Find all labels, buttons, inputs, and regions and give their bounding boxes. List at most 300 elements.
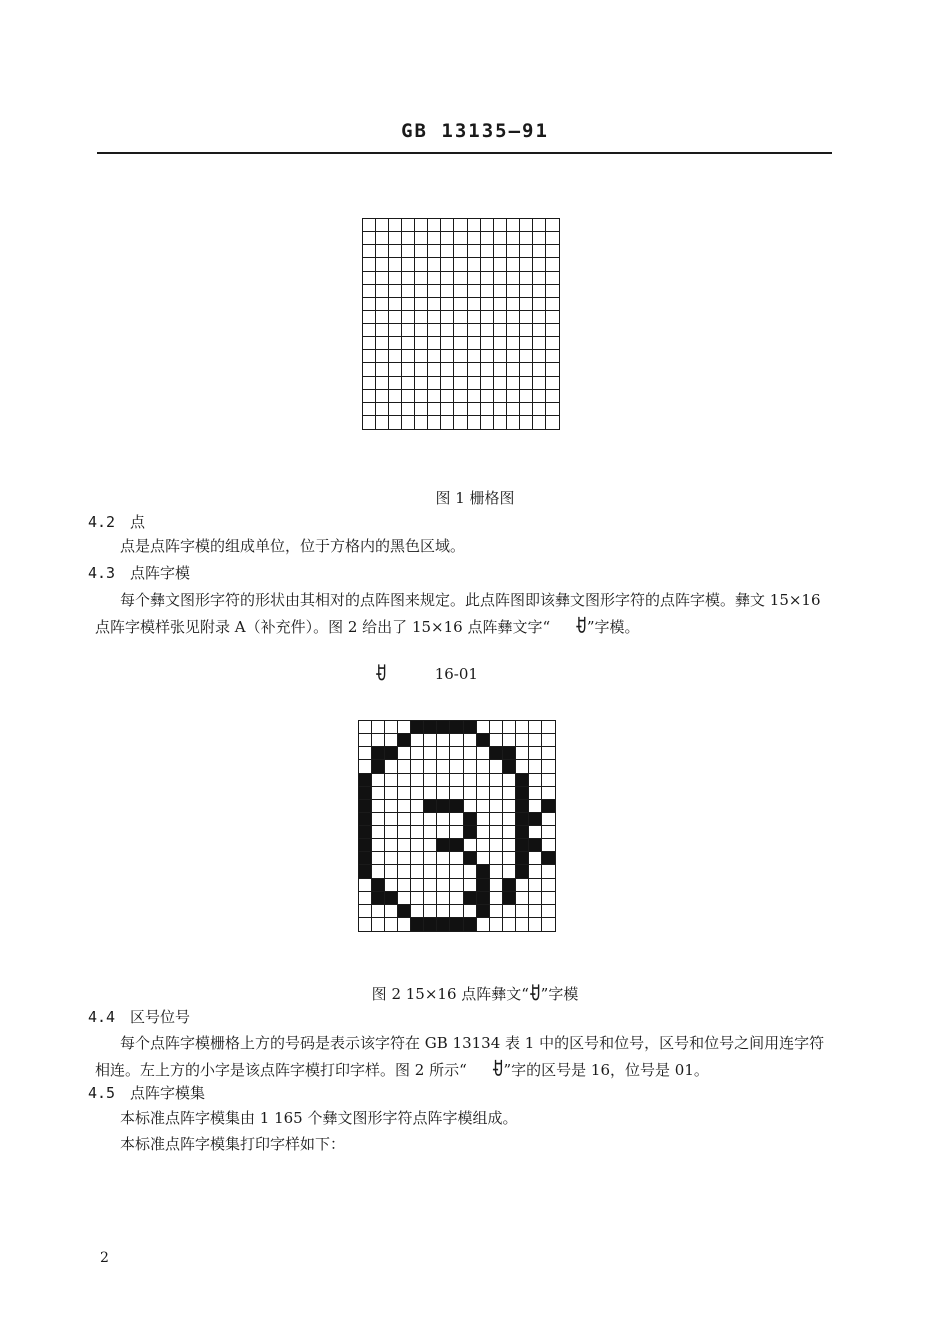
grid-cell <box>507 258 520 271</box>
section-title: 点阵字模集 <box>130 1084 206 1102</box>
grid-cell <box>468 311 481 324</box>
section-4-4-heading <box>88 1006 190 1027</box>
grid-cell <box>398 826 411 839</box>
grid-cell <box>385 905 398 918</box>
grid-cell <box>503 734 516 747</box>
grid-cell <box>503 865 516 878</box>
grid-cell <box>494 363 507 376</box>
grid-cell <box>494 350 507 363</box>
grid-cell <box>372 918 385 931</box>
grid-cell <box>454 390 467 403</box>
grid-cell <box>464 839 477 852</box>
grid-cell <box>385 760 398 773</box>
grid-cell <box>464 760 477 773</box>
grid-cell <box>533 272 546 285</box>
grid-cell <box>477 800 490 813</box>
grid-cell <box>468 324 481 337</box>
section-4-4-text <box>95 1030 835 1084</box>
grid-cell <box>464 905 477 918</box>
grid-cell <box>415 258 428 271</box>
grid-cell <box>402 311 415 324</box>
section-4-2-heading <box>88 511 145 532</box>
grid-cell <box>533 377 546 390</box>
grid-cell <box>507 350 520 363</box>
section-number: 4.5 <box>88 1084 116 1102</box>
grid-cell <box>372 800 385 813</box>
grid-cell <box>389 390 402 403</box>
grid-cell <box>428 245 441 258</box>
grid-cell <box>415 403 428 416</box>
grid-cell <box>359 852 372 865</box>
grid-cell <box>516 800 529 813</box>
grid-cell <box>359 787 372 800</box>
grid-cell <box>428 219 441 232</box>
grid-cell <box>520 311 533 324</box>
grid-cell <box>520 337 533 350</box>
grid-cell <box>454 298 467 311</box>
grid-cell <box>402 298 415 311</box>
grid-cell <box>411 918 424 931</box>
grid-cell <box>542 760 555 773</box>
grid-cell <box>450 774 463 787</box>
grid-cell <box>520 403 533 416</box>
grid-cell <box>464 892 477 905</box>
grid-cell <box>389 337 402 350</box>
grid-cell <box>428 390 441 403</box>
grid-cell <box>503 721 516 734</box>
grid-cell <box>398 905 411 918</box>
grid-cell <box>494 232 507 245</box>
grid-cell <box>464 800 477 813</box>
grid-cell <box>398 918 411 931</box>
grid-cell <box>468 416 481 429</box>
grid-cell <box>503 839 516 852</box>
grid-cell <box>428 285 441 298</box>
grid-cell <box>503 879 516 892</box>
grid-cell <box>490 774 503 787</box>
grid-cell <box>424 721 437 734</box>
grid-cell <box>494 337 507 350</box>
grid-cell <box>402 324 415 337</box>
grid-cell <box>468 232 481 245</box>
grid-cell <box>411 760 424 773</box>
grid-cell <box>490 826 503 839</box>
grid-cell <box>424 839 437 852</box>
grid-cell <box>415 285 428 298</box>
grid-cell <box>428 363 441 376</box>
grid-cell <box>533 416 546 429</box>
grid-cell <box>477 787 490 800</box>
grid-cell <box>389 377 402 390</box>
grid-cell <box>398 800 411 813</box>
section-4-4-text-a: 每个点阵字模栅格上方的号码是表示该字符在 GB 13134 表 1 中的区号和位号，区号和位号之间用连字符相连。左上方的小字是该点阵字模打印字样。图 2 所示“ <box>95 1034 825 1079</box>
grid-cell <box>389 363 402 376</box>
grid-cell <box>428 324 441 337</box>
grid-cell <box>415 416 428 429</box>
grid-cell <box>468 272 481 285</box>
grid-cell <box>454 245 467 258</box>
yi-glyph: ꀀ <box>491 1059 504 1081</box>
grid-cell <box>503 905 516 918</box>
grid-cell <box>529 852 542 865</box>
grid-cell <box>507 285 520 298</box>
grid-cell <box>415 324 428 337</box>
grid-cell <box>359 826 372 839</box>
grid-cell <box>464 774 477 787</box>
section-4-2-text: 点是点阵字模的组成单位，位于方格内的黑色区域。 <box>120 537 466 555</box>
section-4-5-text1: 本标准点阵字模集由 1 165 个彝文图形字符点阵字模组成。 <box>120 1109 518 1127</box>
grid-cell <box>477 721 490 734</box>
grid-cell <box>376 272 389 285</box>
grid-cell <box>533 258 546 271</box>
grid-cell <box>389 416 402 429</box>
grid-cell <box>441 311 454 324</box>
grid-cell <box>507 416 520 429</box>
grid-cell <box>494 272 507 285</box>
grid-cell <box>468 403 481 416</box>
grid-cell <box>411 813 424 826</box>
grid-cell <box>363 416 376 429</box>
grid-cell <box>529 800 542 813</box>
grid-cell <box>516 826 529 839</box>
grid-cell <box>385 879 398 892</box>
grid-cell <box>372 852 385 865</box>
grid-cell <box>398 839 411 852</box>
grid-cell <box>481 363 494 376</box>
figure2-bitmap-grid <box>358 720 556 932</box>
grid-cell <box>450 787 463 800</box>
grid-cell <box>520 324 533 337</box>
grid-cell <box>398 721 411 734</box>
grid-cell <box>546 245 559 258</box>
grid-cell <box>507 337 520 350</box>
grid-cell <box>402 403 415 416</box>
grid-cell <box>533 285 546 298</box>
grid-cell <box>477 879 490 892</box>
grid-cell <box>454 337 467 350</box>
grid-cell <box>450 879 463 892</box>
grid-cell <box>533 337 546 350</box>
grid-cell <box>481 350 494 363</box>
grid-cell <box>529 918 542 931</box>
section-4-5-heading <box>88 1082 205 1103</box>
grid-cell <box>520 298 533 311</box>
grid-cell <box>402 377 415 390</box>
page-number: 2 <box>100 1250 109 1266</box>
grid-cell <box>520 350 533 363</box>
grid-cell <box>450 892 463 905</box>
grid-cell <box>542 852 555 865</box>
grid-cell <box>542 721 555 734</box>
grid-cell <box>477 839 490 852</box>
grid-cell <box>494 390 507 403</box>
grid-cell <box>468 377 481 390</box>
grid-cell <box>503 852 516 865</box>
grid-cell <box>428 298 441 311</box>
grid-cell <box>542 774 555 787</box>
grid-cell <box>464 734 477 747</box>
grid-cell <box>494 377 507 390</box>
grid-cell <box>529 760 542 773</box>
grid-cell <box>398 734 411 747</box>
grid-cell <box>363 232 376 245</box>
grid-cell <box>411 839 424 852</box>
grid-cell <box>516 839 529 852</box>
grid-cell <box>494 219 507 232</box>
grid-cell <box>520 219 533 232</box>
grid-cell <box>415 311 428 324</box>
grid-cell <box>411 826 424 839</box>
grid-cell <box>490 800 503 813</box>
grid-cell <box>542 879 555 892</box>
grid-cell <box>363 219 376 232</box>
grid-cell <box>516 865 529 878</box>
grid-cell <box>454 272 467 285</box>
grid-cell <box>481 232 494 245</box>
header-rule <box>97 152 832 154</box>
grid-cell <box>503 760 516 773</box>
grid-cell <box>376 219 389 232</box>
grid-cell <box>389 311 402 324</box>
grid-cell <box>376 363 389 376</box>
grid-cell <box>542 734 555 747</box>
grid-cell <box>437 892 450 905</box>
grid-cell <box>533 298 546 311</box>
grid-cell <box>454 403 467 416</box>
grid-cell <box>490 721 503 734</box>
grid-cell <box>520 416 533 429</box>
grid-cell <box>359 918 372 931</box>
grid-cell <box>464 879 477 892</box>
grid-cell <box>542 826 555 839</box>
grid-cell <box>481 403 494 416</box>
grid-cell <box>533 350 546 363</box>
grid-cell <box>359 734 372 747</box>
grid-cell <box>437 852 450 865</box>
grid-cell <box>520 285 533 298</box>
grid-cell <box>363 390 376 403</box>
grid-cell <box>454 363 467 376</box>
grid-cell <box>516 813 529 826</box>
grid-cell <box>468 245 481 258</box>
grid-cell <box>359 747 372 760</box>
grid-cell <box>533 403 546 416</box>
grid-cell <box>546 390 559 403</box>
grid-cell <box>424 813 437 826</box>
grid-cell <box>363 350 376 363</box>
grid-cell <box>477 813 490 826</box>
grid-cell <box>441 298 454 311</box>
grid-cell <box>477 918 490 931</box>
grid-cell <box>481 416 494 429</box>
grid-cell <box>359 813 372 826</box>
grid-cell <box>507 219 520 232</box>
grid-cell <box>424 852 437 865</box>
grid-cell <box>402 390 415 403</box>
grid-cell <box>454 219 467 232</box>
grid-cell <box>411 774 424 787</box>
grid-cell <box>372 774 385 787</box>
grid-cell <box>428 377 441 390</box>
grid-cell <box>437 813 450 826</box>
grid-cell <box>481 245 494 258</box>
grid-cell <box>398 747 411 760</box>
grid-cell <box>516 787 529 800</box>
grid-cell <box>402 258 415 271</box>
grid-cell <box>533 219 546 232</box>
grid-cell <box>454 232 467 245</box>
grid-cell <box>546 285 559 298</box>
grid-cell <box>546 298 559 311</box>
grid-cell <box>450 747 463 760</box>
grid-cell <box>359 905 372 918</box>
grid-cell <box>464 865 477 878</box>
grid-cell <box>428 403 441 416</box>
figure2-caption-a: 图 2 15×16 点阵彝文“ <box>371 985 529 1003</box>
grid-cell <box>481 337 494 350</box>
grid-cell <box>464 852 477 865</box>
grid-cell <box>507 311 520 324</box>
grid-cell <box>516 852 529 865</box>
grid-cell <box>385 800 398 813</box>
grid-cell <box>389 324 402 337</box>
grid-cell <box>490 905 503 918</box>
grid-cell <box>477 905 490 918</box>
grid-cell <box>454 311 467 324</box>
grid-cell <box>411 852 424 865</box>
grid-cell <box>546 350 559 363</box>
grid-cell <box>464 813 477 826</box>
grid-cell <box>450 760 463 773</box>
grid-cell <box>389 403 402 416</box>
grid-cell <box>494 258 507 271</box>
grid-cell <box>411 800 424 813</box>
grid-cell <box>385 852 398 865</box>
grid-cell <box>441 232 454 245</box>
grid-cell <box>490 879 503 892</box>
grid-cell <box>494 298 507 311</box>
grid-cell <box>363 403 376 416</box>
grid-cell <box>441 285 454 298</box>
grid-cell <box>424 826 437 839</box>
grid-cell <box>533 311 546 324</box>
grid-cell <box>507 377 520 390</box>
grid-cell <box>415 245 428 258</box>
grid-cell <box>450 852 463 865</box>
grid-cell <box>450 905 463 918</box>
grid-cell <box>372 734 385 747</box>
grid-cell <box>494 403 507 416</box>
grid-cell <box>411 787 424 800</box>
grid-cell <box>372 905 385 918</box>
grid-cell <box>546 311 559 324</box>
grid-cell <box>546 258 559 271</box>
grid-cell <box>529 747 542 760</box>
grid-cell <box>520 258 533 271</box>
grid-cell <box>477 892 490 905</box>
grid-cell <box>503 826 516 839</box>
grid-cell <box>372 747 385 760</box>
yi-glyph: ꀀ <box>575 616 587 638</box>
yi-glyph: ꀀ <box>528 983 541 1005</box>
grid-cell <box>441 390 454 403</box>
grid-cell <box>428 311 441 324</box>
grid-cell <box>507 245 520 258</box>
grid-cell <box>376 285 389 298</box>
grid-cell <box>437 826 450 839</box>
grid-cell <box>464 787 477 800</box>
grid-cell <box>437 774 450 787</box>
grid-cell <box>402 337 415 350</box>
grid-cell <box>411 892 424 905</box>
grid-cell <box>385 839 398 852</box>
grid-cell <box>529 774 542 787</box>
grid-cell <box>363 377 376 390</box>
grid-cell <box>516 774 529 787</box>
grid-cell <box>533 390 546 403</box>
grid-cell <box>376 311 389 324</box>
grid-cell <box>481 324 494 337</box>
grid-cell <box>385 826 398 839</box>
grid-cell <box>415 350 428 363</box>
grid-cell <box>529 813 542 826</box>
grid-cell <box>477 734 490 747</box>
grid-cell <box>376 416 389 429</box>
grid-cell <box>398 774 411 787</box>
grid-cell <box>376 245 389 258</box>
grid-cell <box>372 760 385 773</box>
grid-cell <box>464 747 477 760</box>
grid-cell <box>450 800 463 813</box>
grid-cell <box>529 734 542 747</box>
grid-cell <box>490 865 503 878</box>
grid-cell <box>529 879 542 892</box>
grid-cell <box>454 377 467 390</box>
grid-cell <box>385 813 398 826</box>
yi-glyph: ꀀ <box>375 663 387 685</box>
grid-cell <box>542 747 555 760</box>
grid-cell <box>376 258 389 271</box>
figure2-caption <box>0 983 950 1004</box>
grid-cell <box>490 839 503 852</box>
grid-cell <box>424 800 437 813</box>
grid-cell <box>507 403 520 416</box>
grid-cell <box>415 390 428 403</box>
grid-cell <box>441 219 454 232</box>
grid-cell <box>477 852 490 865</box>
grid-cell <box>490 852 503 865</box>
grid-cell <box>490 918 503 931</box>
grid-cell <box>529 721 542 734</box>
grid-cell <box>546 232 559 245</box>
grid-cell <box>376 337 389 350</box>
grid-cell <box>424 892 437 905</box>
grid-cell <box>441 363 454 376</box>
grid-cell <box>402 350 415 363</box>
grid-cell <box>494 324 507 337</box>
grid-cell <box>494 311 507 324</box>
grid-cell <box>546 377 559 390</box>
grid-cell <box>441 416 454 429</box>
grid-cell <box>385 787 398 800</box>
grid-cell <box>546 219 559 232</box>
grid-cell <box>376 350 389 363</box>
grid-cell <box>468 337 481 350</box>
grid-cell <box>363 363 376 376</box>
grid-cell <box>454 324 467 337</box>
grid-cell <box>542 865 555 878</box>
grid-cell <box>424 747 437 760</box>
